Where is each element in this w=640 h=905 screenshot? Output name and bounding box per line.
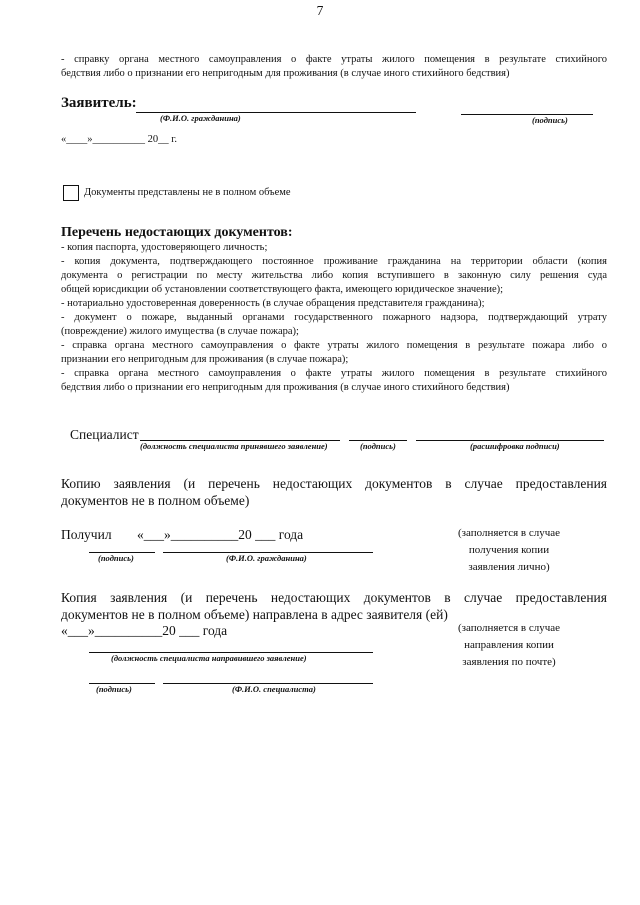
specialist-label: Специалист [70,427,139,442]
list-item [61,241,607,255]
list-item [61,367,607,395]
list-item-line: общей юрисдикции об установлении соответствующего факта, имеющего юридическое значение); [61,284,504,295]
sent-date[interactable]: «___»__________20 ___ года [61,623,228,638]
list-item-line: признании его непригодным для проживания (в случае пожара); [61,354,349,365]
list-item [61,255,607,297]
received-fio-caption: (Ф.И.О. гражданина) [226,553,307,563]
sent-signature-caption: (подпись) [96,684,132,694]
list-item-line: - нотариально удостоверенная доверенность (в случае обращения представителя гражданина); [61,298,485,309]
sent-note [446,620,572,671]
note-line: (заполняется в случае [457,622,561,634]
applicant-date[interactable]: «____»__________ 20__ г. [61,134,177,145]
copy-received-line: Копию заявления (и перечень недостающих документов в случае предоставления [61,476,607,491]
list-item-line: - справка органа местного самоуправления о факте утраты жилого помещения в результате пожара либо о [61,340,607,351]
list-item [61,297,607,311]
copy-received-text [61,475,607,509]
note-line: получения копии [468,544,550,556]
top-paragraph-line: - справку органа местного самоуправления о факте утраты жилого помещения в результате стихийного [61,54,607,65]
incomplete-documents-checkbox[interactable] [63,185,79,201]
copy-sent-line: документов не в полном объеме) направлена в адрес заявителя (ей) [61,607,448,622]
note-line: заявления лично) [468,561,550,573]
incomplete-documents-label: Документы представлены не в полном объеме [84,187,291,198]
top-paragraph [61,53,607,81]
copy-sent-text [61,589,607,623]
received-signature-caption: (подпись) [98,553,134,563]
missing-docs-list [61,241,607,395]
specialist-signature-caption: (подпись) [360,441,396,451]
list-item-line: (повреждение) жилого имущества (в случае пожара); [61,326,299,337]
list-item-line: - копия документа, подтверждающего постоянное проживание гражданина на территории области (копия [61,256,607,267]
note-line: заявления по почте) [462,656,556,668]
page-number: 7 [316,3,324,18]
received-note [446,525,572,576]
copy-sent-line: Копия заявления (и перечень недостающих документов в случае предоставления [61,590,607,605]
specialist-decoding-caption: (расшифровка подписи) [470,441,560,451]
received-date[interactable]: «___»__________20 ___ года [137,527,304,542]
note-line: (заполняется в случае [457,527,561,539]
applicant-signature-caption: (подпись) [532,115,568,125]
note-line: направления копии [464,639,554,651]
top-paragraph-line: бедствия либо о признании его непригодным для проживания (в случае иного стихийного бедствия) [61,68,510,79]
list-item-line: - справка органа местного самоуправления о факте утраты жилого помещения в результате стихийного [61,368,607,379]
applicant-label: Заявитель: [61,95,137,111]
applicant-signature-line[interactable] [461,114,593,115]
list-item-line: - документ о пожаре, выданный органами государственного пожарного надзора, подтверждающий утрату [61,312,607,323]
copy-received-line: документов не в полном объеме) [61,493,250,508]
list-item [61,311,607,339]
sent-fio-caption: (Ф.И.О. специалиста) [232,684,316,694]
list-item-line: документа о регистрации по месту жительства либо копия вступившего в законную силу решения суда [61,270,607,281]
list-item [61,339,607,367]
list-item-line: - копия паспорта, удостоверяющего личность; [61,242,268,253]
applicant-fio-caption: (Ф.И.О. гражданина) [160,113,241,123]
missing-docs-title: Перечень недостающих документов: [61,225,293,240]
specialist-position-caption: (должность специалиста принявшего заявление) [140,441,328,451]
list-item-line: бедствия либо о признании его непригодным для проживания (в случае иного стихийного бедствия) [61,382,510,393]
sent-position-caption: (должность специалиста направившего заявление) [111,653,307,663]
received-label: Получил [61,527,112,542]
